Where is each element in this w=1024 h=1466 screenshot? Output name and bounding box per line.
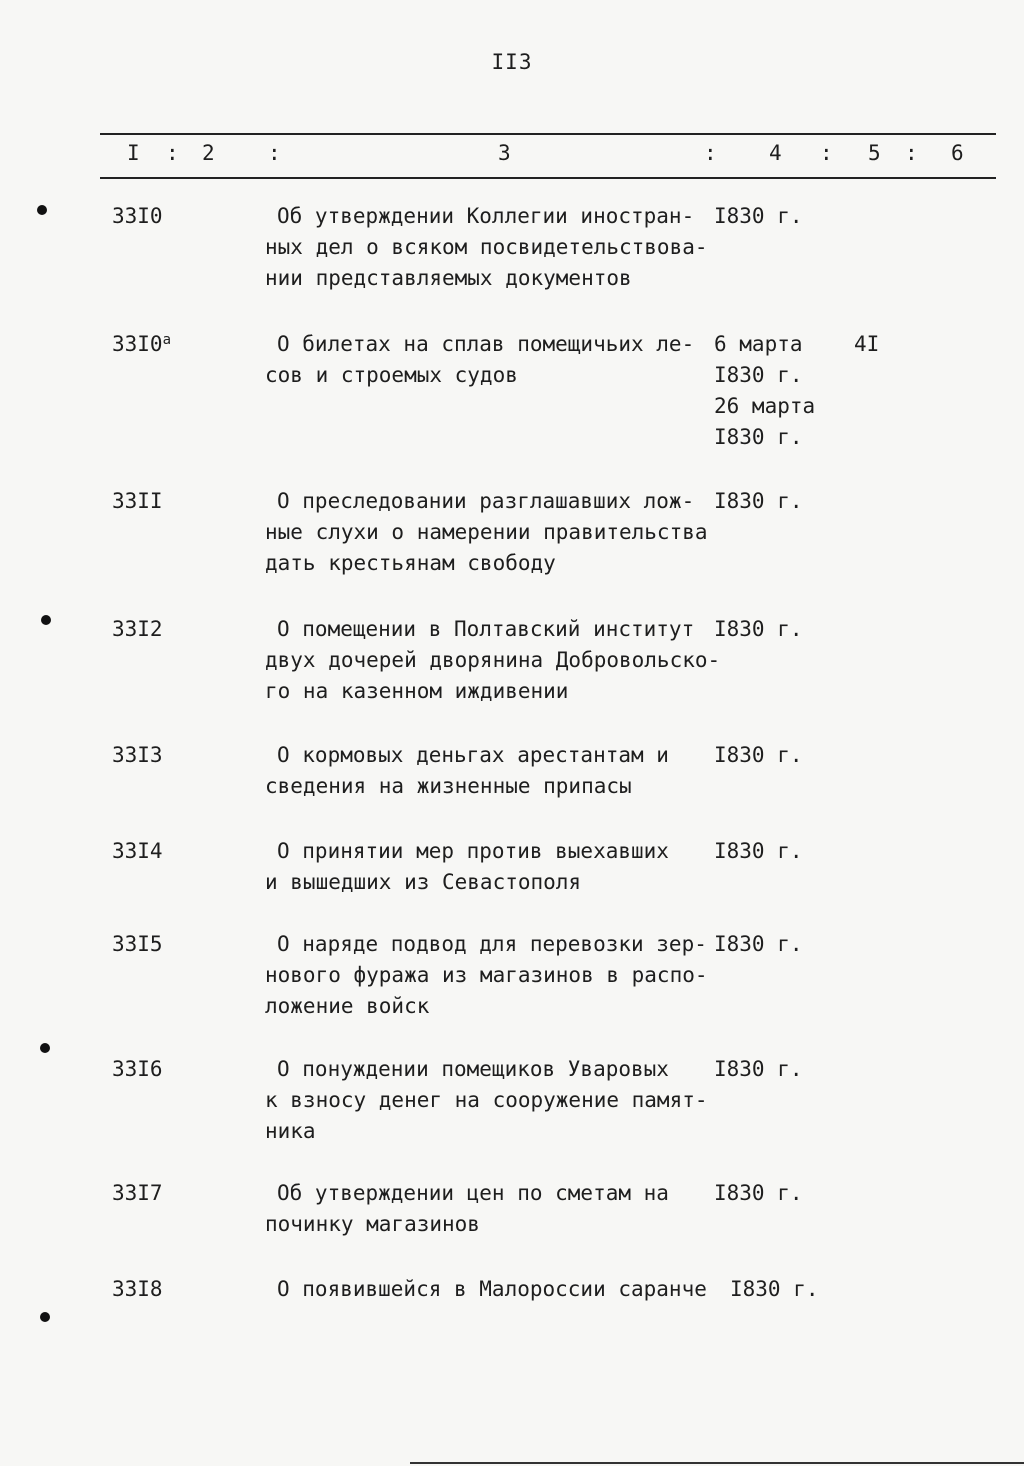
date-line: I830 г. xyxy=(714,425,803,449)
entry-date xyxy=(714,836,834,867)
header-top-rule xyxy=(100,133,996,135)
column-separator: : xyxy=(704,141,717,165)
entry-description xyxy=(265,1274,735,1305)
entry-sheet: 4I xyxy=(854,332,880,356)
entry-date xyxy=(714,1054,834,1085)
date-line: I830 г. xyxy=(714,363,803,387)
date-line: I830 г. xyxy=(730,1277,819,1301)
description-line: О принятии мер против выехавших xyxy=(277,839,669,863)
entry-description xyxy=(265,201,720,294)
entry-date xyxy=(714,329,834,453)
description-line: нового фуража из магазинов в распо- xyxy=(265,963,708,987)
entry-number: 33I4 xyxy=(112,839,163,863)
punch-hole xyxy=(40,1312,50,1322)
description-line: дать крестьянам свободу xyxy=(265,551,556,575)
entry-number: 33I5 xyxy=(112,932,163,956)
date-line: 6 марта xyxy=(714,332,803,356)
column-header-1: I xyxy=(127,141,140,165)
entry-description xyxy=(265,486,720,579)
column-header-6: 6 xyxy=(951,141,964,165)
entry-description xyxy=(265,1054,720,1147)
date-line: I830 г. xyxy=(714,489,803,513)
date-line: I830 г. xyxy=(714,617,803,641)
entry-date xyxy=(714,929,834,960)
date-line: I830 г. xyxy=(714,743,803,767)
column-header-row xyxy=(0,141,1024,171)
entry-number: 33I2 xyxy=(112,617,163,641)
page-bottom-edge xyxy=(410,1462,1024,1464)
description-line: О наряде подвод для перевозки зер- xyxy=(277,932,707,956)
date-line: I830 г. xyxy=(714,1181,803,1205)
description-line: сведения на жизненные припасы xyxy=(265,774,632,798)
entry-number-superscript: а xyxy=(162,332,172,348)
entry-description xyxy=(265,614,720,707)
punch-hole xyxy=(40,1043,50,1053)
page-number: II3 xyxy=(491,50,533,74)
description-line: починку магазинов xyxy=(265,1212,480,1236)
description-line: О помещении в Полтавский институт xyxy=(277,617,695,641)
description-line: ных дел о всяком посвидетельствова- xyxy=(265,235,708,259)
entry-date xyxy=(714,740,834,771)
description-line: ные слухи о намерении правительства xyxy=(265,520,708,544)
entry-number: 33I3 xyxy=(112,743,163,767)
description-line: О преследовании разглашавших лож- xyxy=(277,489,695,513)
entry-number: 33I6 xyxy=(112,1057,163,1081)
column-separator: : xyxy=(905,141,918,165)
date-line: I830 г. xyxy=(714,932,803,956)
entry-number: 33I0 xyxy=(112,204,163,228)
date-line: 26 марта xyxy=(714,394,816,418)
entry-number: 33I8 xyxy=(112,1277,163,1301)
header-bottom-rule xyxy=(100,177,996,179)
description-line: и вышедших из Севастополя xyxy=(265,870,582,894)
description-line: Об утверждении Коллегии иностран- xyxy=(277,204,695,228)
column-header-2: 2 xyxy=(202,141,215,165)
punch-hole xyxy=(37,205,47,215)
entry-number: 33I7 xyxy=(112,1181,163,1205)
description-line: ника xyxy=(265,1119,316,1143)
date-line: I830 г. xyxy=(714,204,803,228)
column-header-3: 3 xyxy=(498,141,511,165)
entry-description xyxy=(265,329,720,391)
description-line: сов и строемых судов xyxy=(265,363,518,387)
description-line: О понуждении помещиков Уваровых xyxy=(277,1057,669,1081)
column-header-4: 4 xyxy=(769,141,782,165)
column-separator: : xyxy=(820,141,833,165)
description-line: к взносу денег на сооружение памят- xyxy=(265,1088,708,1112)
description-line: двух дочерей дворянина Добровольско- xyxy=(265,648,721,672)
description-line: Об утверждении цен по сметам на xyxy=(277,1181,669,1205)
entry-date xyxy=(714,201,834,232)
description-line: го на казенном иждивении xyxy=(265,679,569,703)
column-separator: : xyxy=(166,141,179,165)
date-line: I830 г. xyxy=(714,1057,803,1081)
description-line: нии представляемых документов xyxy=(265,266,632,290)
description-line: ложение войск xyxy=(265,994,430,1018)
entry-date xyxy=(730,1274,850,1305)
column-separator: : xyxy=(268,141,281,165)
description-line: О кормовых деньгах арестантам и xyxy=(277,743,669,767)
entry-date xyxy=(714,1178,834,1209)
entry-date xyxy=(714,614,834,645)
entry-description xyxy=(265,836,720,898)
description-line: О билетах на сплав помещичьих ле- xyxy=(277,332,695,356)
entry-number: 33II xyxy=(112,489,163,513)
entry-description xyxy=(265,929,720,1022)
entry-description xyxy=(265,1178,720,1240)
entry-description xyxy=(265,740,720,802)
punch-hole xyxy=(41,615,51,625)
column-header-5: 5 xyxy=(868,141,881,165)
description-line: О появившейся в Малороссии саранче xyxy=(277,1277,707,1301)
entry-date xyxy=(714,486,834,517)
date-line: I830 г. xyxy=(714,839,803,863)
entry-number: $33I0^а$ xyxy=(112,332,172,356)
